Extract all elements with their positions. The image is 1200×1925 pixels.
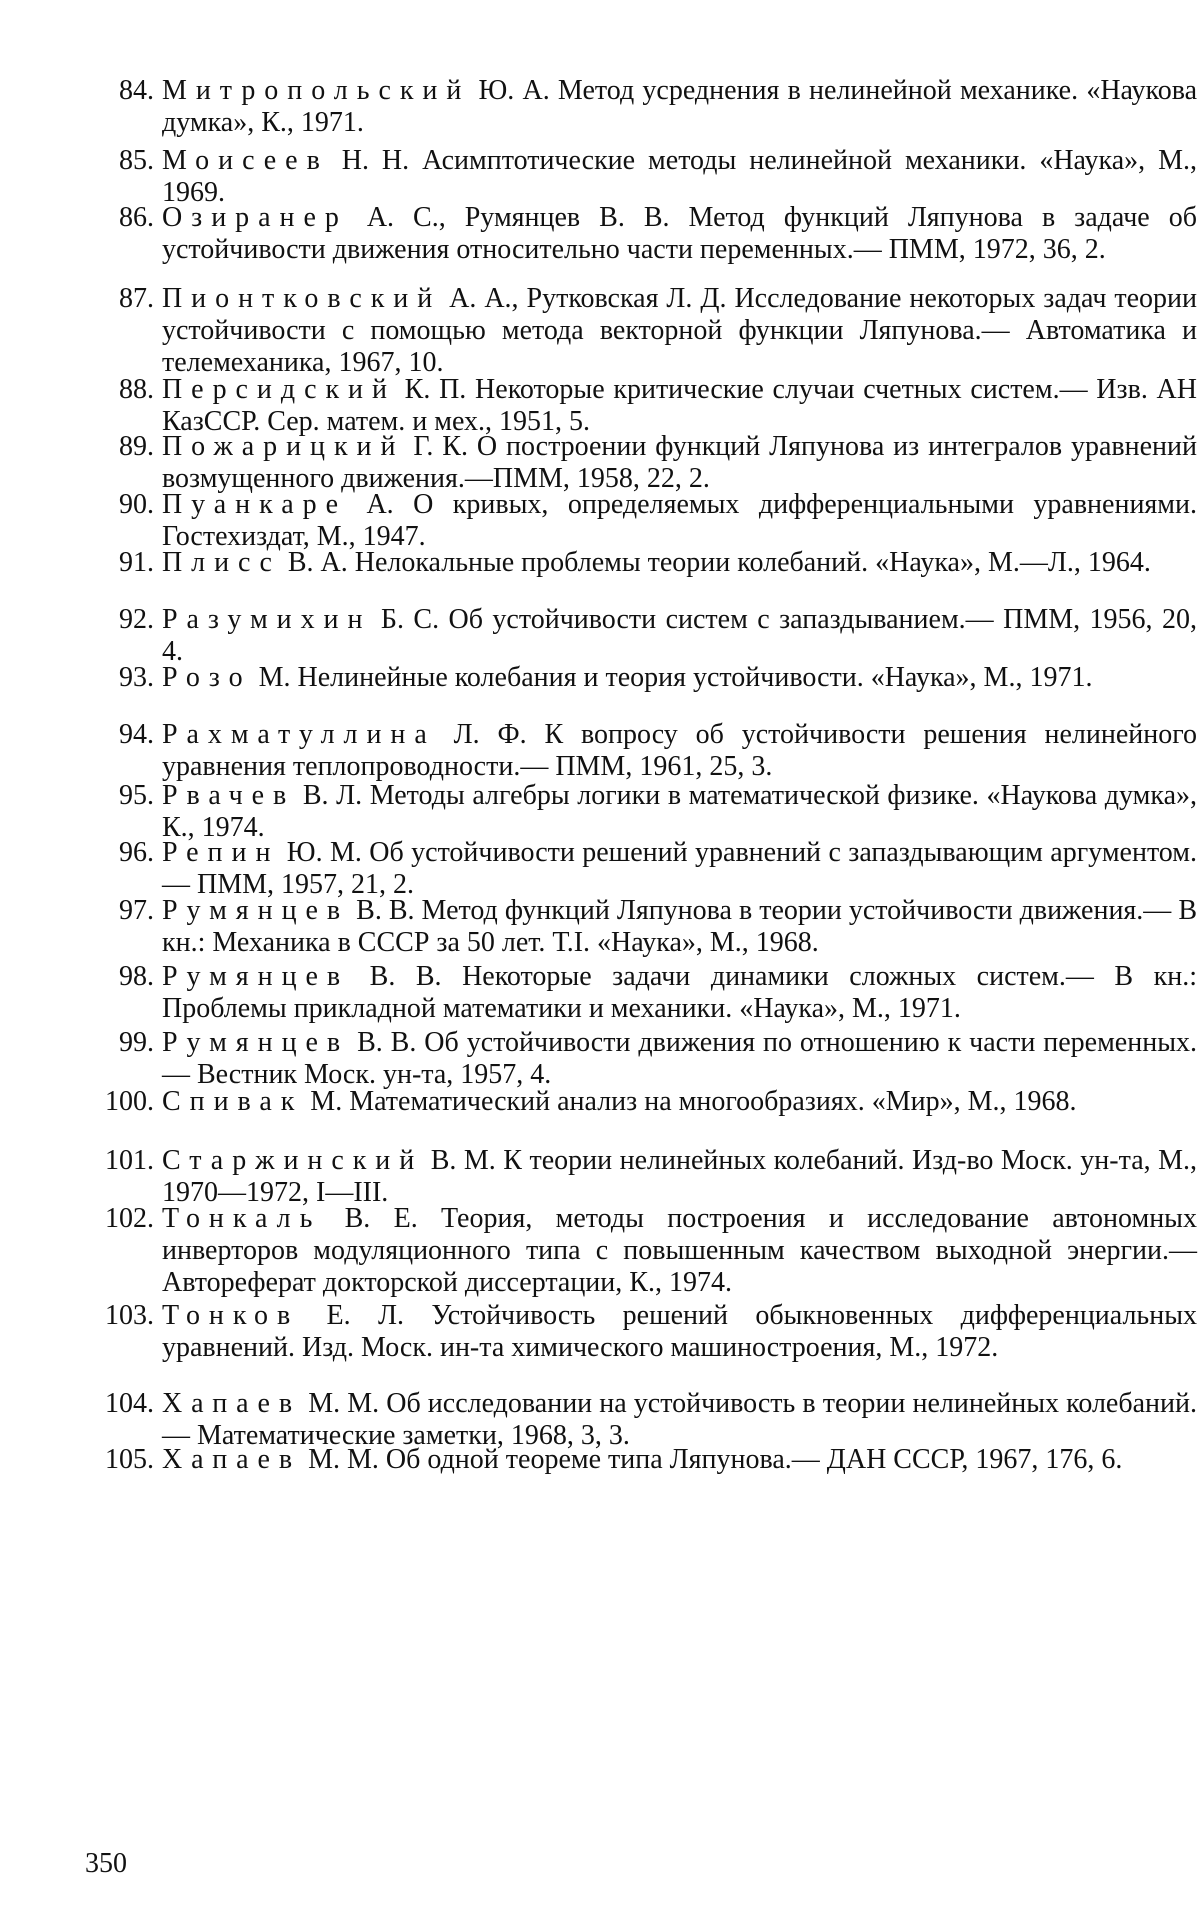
reference-number: 85. [119,145,154,176]
reference-number: 92. [119,604,154,635]
reference-number: 105. [105,1444,154,1475]
reference-item [100,604,1197,668]
reference-item [100,1300,1197,1364]
reference-text: В. В. Метод функций Ляпунова в теории устойчивости движения.— В кн.: Механика в СССР за 50 лет. Т.I. «Наука», М., 1968. [162,895,1198,958]
reference-number: 84. [119,75,154,106]
reference-number: 101. [105,1145,154,1176]
reference-number: 90. [119,489,154,520]
reference-item [100,374,1197,438]
reference-text: В. М. К теории нелинейных колебаний. Изд-во Моск. ун-та, М., 1970—1972, I—III. [162,1145,1198,1208]
reference-text: Л. Ф. К вопросу об устойчивости решения нелинейного уравнения теплопроводности.— ПММ, 1961, 25, 3. [162,719,1198,782]
reference-author: Рахматуллина [162,719,436,750]
reference-author: Хапаев [162,1444,302,1475]
reference-author: Рвачев [162,780,296,811]
reference-item [100,837,1197,901]
reference-number: 98. [119,961,154,992]
reference-item [100,780,1197,844]
reference-number: 93. [119,662,154,693]
reference-item [100,202,1197,266]
reference-item [100,489,1197,553]
reference-author: Старжинский [162,1145,424,1176]
reference-item [100,75,1197,139]
reference-item [100,961,1197,1025]
reference-number: 102. [105,1203,154,1234]
reference-author: Митропольский [162,75,471,106]
reference-author: Хапаев [162,1388,302,1419]
reference-text: М. М. Об одной теореме типа Ляпунова.— ДАН СССР, 1967, 176, 6. [308,1444,1123,1475]
reference-item [100,1444,1197,1476]
reference-text: К. П. Некоторые критические случаи счетных систем.— Изв. АН КазССР. Сер. матем. и мех., 1951, 5. [162,374,1197,437]
reference-text: Е. Л. Устойчивость решений обыкновенных дифференциальных уравнений. Изд. Моск. ин-та химического машиностроения, М., 1972. [162,1300,1198,1363]
reference-text: В. А. Нелокальные проблемы теории колебаний. «Наука», М.—Л., 1964. [287,547,1151,578]
reference-text: А. О кривых, определяемых дифференциальными уравнениями. Гостехиздат, М., 1947. [162,489,1198,552]
reference-author: Разумихин [162,604,372,635]
reference-author: Румянцев [162,961,350,992]
reference-text: А. А., Рутковская Л. Д. Исследование некоторых задач теории устойчивости с помощью метода векторной функции Ляпунова.— Автоматика и телемеханика, 1967, 10. [162,283,1198,378]
reference-item [100,662,1197,694]
reference-author: Персидский [162,374,396,405]
reference-number: 91. [119,547,154,578]
reference-number: 86. [119,202,154,233]
reference-number: 88. [119,374,154,405]
reference-text: А. С., Румянцев В. В. Метод функций Ляпунова в задаче об устойчивости движения относительно части переменных.— ПММ, 1972, 36, 2. [162,202,1197,265]
reference-item [100,1086,1197,1118]
reference-author: Румянцев [162,895,350,926]
reference-item [100,547,1197,579]
page-number: 350 [85,1848,127,1879]
reference-number: 94. [119,719,154,750]
reference-text: Г. К. О построении функций Ляпунова из интегралов уравнений возмущенного движения.—ПММ, 1958, 22, 2. [162,431,1198,494]
reference-item [100,895,1197,959]
reference-item [100,1388,1197,1452]
reference-author: Пожарицкий [162,431,405,462]
reference-author: Озиранер [162,202,348,233]
reference-text: М. Нелинейные колебания и теория устойчивости. «Наука», М., 1971. [258,662,1093,693]
reference-text: В. Л. Методы алгебры логики в математической физике. «Наукова думка», К., 1974. [162,780,1198,843]
reference-number: 103. [105,1300,154,1331]
reference-text: Н. Н. Асимптотические методы нелинейной механики. «Наука», М., 1969. [162,145,1198,208]
reference-number: 96. [119,837,154,868]
reference-number: 104. [105,1388,154,1419]
reference-number: 87. [119,283,154,314]
reference-number: 95. [119,780,154,811]
reference-number: 89. [119,431,154,462]
reference-item [100,283,1197,379]
reference-text: Ю. А. Метод усреднения в нелинейной механике. «Наукова думка», К., 1971. [162,75,1197,138]
reference-item [100,1203,1197,1299]
reference-author: Моисеев [162,145,329,176]
reference-item [100,719,1197,783]
reference-text: Б. С. Об устойчивости систем с запаздыванием.— ПММ, 1956, 20, 4. [162,604,1197,667]
reference-item [100,1027,1197,1091]
reference-number: 99. [119,1027,154,1058]
reference-author: Репин [162,837,280,868]
reference-author: Плисс [162,547,281,578]
reference-text: В. В. Об устойчивости движения по отношению к части переменных.— Вестник Моск. ун-та, 1957, 4. [162,1027,1198,1090]
reference-number: 100. [105,1086,154,1117]
reference-author: Пионтковский [162,283,442,314]
reference-item [100,431,1197,495]
reference-author: Румянцев [162,1027,350,1058]
reference-text: М. Математический анализ на многообразиях. «Мир», М., 1968. [310,1086,1077,1117]
reference-text: М. М. Об исследовании на устойчивость в теории нелинейных колебаний.— Математические заметки, 1968, 3, 3. [162,1388,1197,1451]
reference-author: Спивак [162,1086,304,1117]
reference-author: Пуанкаре [162,489,347,520]
reference-author: Тонкаль [162,1203,322,1234]
reference-item [100,145,1197,209]
reference-number: 97. [119,895,154,926]
reference-item [100,1145,1197,1209]
reference-author: Розо [162,662,252,693]
reference-text: В. Е. Теория, методы построения и исследование автономных инверторов модуляционного типа с повышенным качеством выходной энергии.— Автореферат докторской диссертации, К., 1974. [162,1203,1197,1298]
reference-author: Тонков [162,1300,300,1331]
reference-text: Ю. М. Об устойчивости решений уравнений с запаздывающим аргументом.— ПММ, 1957, 21, 2. [162,837,1197,900]
reference-text: В. В. Некоторые задачи динамики сложных систем.— В кн.: Проблемы прикладной математики и механики. «Наука», М., 1971. [162,961,1198,1024]
